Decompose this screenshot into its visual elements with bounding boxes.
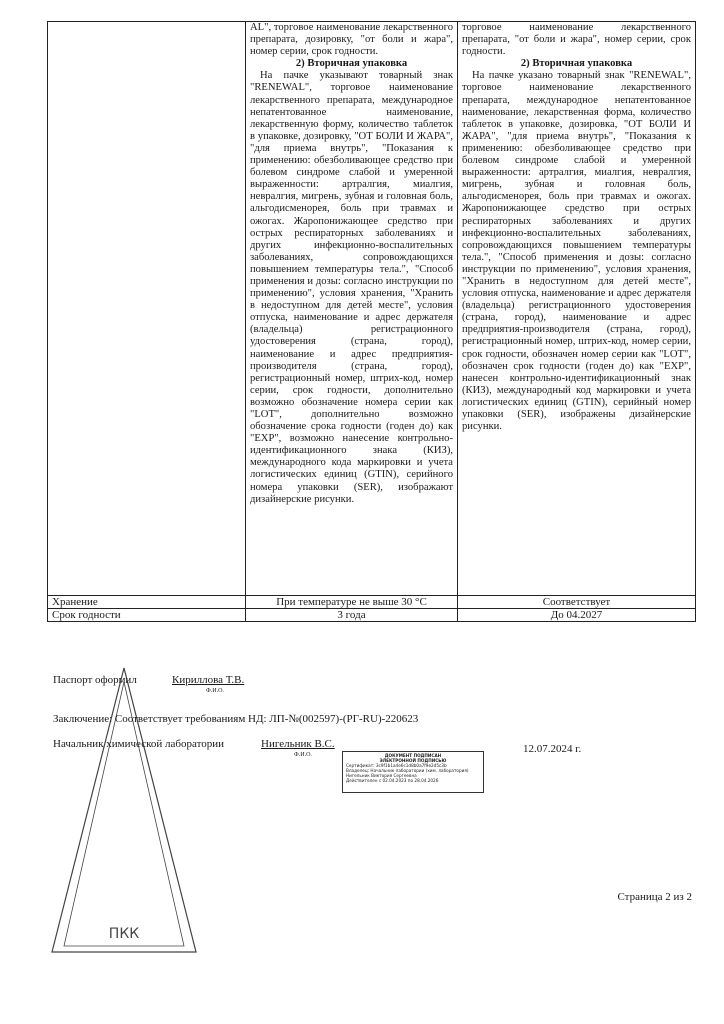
page-number: Страница 2 из 2 xyxy=(617,891,692,903)
stamp-line: Нигельник Виктория Сергеевна xyxy=(346,773,417,778)
stamp-line: Сертификат: 3c9f1b1a4e6c1d8b0a7f9e2d5c3b xyxy=(346,763,447,768)
stamp-line: Владелец: Начальник лаборатории (хим. лаборатория) xyxy=(346,768,469,773)
stamp-line: Действителен с 02.04.2023 по 28.04.2026 xyxy=(346,778,439,783)
paragraph: AL", торговое наименование лекарственного препарата, дозировку, "от боли и жара", номер серии, срок годности. xyxy=(250,22,453,58)
row-name: Хранение xyxy=(48,596,246,609)
triangle-text: ПКК xyxy=(108,926,140,942)
table-row xyxy=(48,22,696,596)
result-text xyxy=(462,22,691,433)
row-result: До 04.2027 xyxy=(458,609,696,622)
fio-caption: Ф.И.О. xyxy=(294,752,312,758)
table-cell-requirement xyxy=(246,22,458,596)
paragraph: На пачке указано товарный знак "RENEWAL", торговое наименование лекарственного препарата, международное непатентованное наименование, лекарственная форма, количество таблеток в упаковке, дозировка, "ОТ БОЛИ И ЖАРА", "для приема внутрь", "Показания к применению: обезболивающее средство при болевом синдроме слабой и умеренной выраженности: артралгия, миалгия, невралгия, мигрень, зубная и головная боль, альгодисменорея, боль при травмах и ожогах. Жаропонижающее средство при острых респираторных заболеваниях и других инфекционно-воспалительных заболеваниях, сопровождающихся повышением температуры тела.", "Способ применения и дозы: согласно инструкции по применению", условия хранения, "Хранить в недоступном для детей месте", условия отпуска, наименование и адрес держателя (владельца) регистрационного удостоверения (страна, город), наименование и адрес предприятия-производителя (страна, город), регистрационный номер, штрих-код, номер серии, срок годности, обозначен номер серии как "LOT", обозначен срок годности (годен до) как "EXP", нанесен контрольно-идентификационный знак (КИЗ), международный код маркировки и учета логистических единиц (GTIN), серийный номер упаковки (SER), изображены дизайнерские рисунки. xyxy=(462,70,691,433)
table-cell-result xyxy=(458,22,696,596)
table-row xyxy=(48,596,696,609)
head-name: Нигельник В.С. xyxy=(261,738,335,750)
stamp-title: ЭЛЕКТРОННОЙ ПОДПИСЬЮ xyxy=(379,758,447,763)
signature-date: 12.07.2024 г. xyxy=(523,743,582,755)
requirement-text xyxy=(250,22,453,506)
specification-table xyxy=(47,21,696,622)
row-requirement: 3 года xyxy=(246,609,458,622)
passport-label: Паспорт оформил xyxy=(53,674,137,686)
row-requirement: При температуре не выше 30 °С xyxy=(246,596,458,609)
conclusion: Заключение: Соответствует требованиям НД: ЛП-№(002597)-(РГ-RU)-220623 xyxy=(53,713,419,725)
head-label: Начальник химической лаборатории xyxy=(53,738,224,750)
stamp-title: ДОКУМЕНТ ПОДПИСАН xyxy=(384,753,442,758)
row-name: Срок годности xyxy=(48,609,246,622)
table-cell-parameter xyxy=(48,22,246,596)
paragraph: На пачке указывают товарный знак "RENEWAL", торговое наименование лекарственного препарата, международное непатентованное наименование, лекарственную форму, количество таблеток в упаковке, дозировку, "ОТ БОЛИ И ЖАРА", "для приема внутрь", "Показания к применению: обезболивающее средство при болевом синдроме слабой и умеренной выраженности: артралгия, миалгия, невралгия, мигрень, зубная и головная боль, альгодисменорея, боль при травмах и ожогах. Жаропонижающее средство при острых респираторных заболеваниях и других инфекционно-воспалительных заболеваниях, сопровождающихся повышением температуры тела.", "Способ применения и дозы: согласно инструкции по применению", условия хранения, "Хранить в недоступном для детей месте", условия отпуска, наименование и адрес держателя (владельца) регистрационного удостоверения (страна, город), наименование и адрес предприятия-производителя (страна, город), регистрационный номер, штрих-код, номер серии, срок годности, дополнительно возможно обозначение номера серии как "LOT", дополнительно возможно обозначение срока годности (годен до) как "EXP", возможно нанесение контрольно-идентификационного знака (КИЗ), международного кода маркировки и учета логистических единиц (GTIN), серийного номера упаковки (SER), изображают дизайнерские рисунки. xyxy=(250,70,453,505)
row-result: Соответствует xyxy=(458,596,696,609)
lab-stamp-triangle xyxy=(44,660,204,960)
electronic-signature-stamp xyxy=(342,751,484,793)
subheading: 2) Вторичная упаковка xyxy=(520,58,633,70)
paragraph: торговое наименование лекарственного препарата, "от боли и жара", номер серии, срок годности. xyxy=(462,22,691,58)
passport-name: Кириллова Т.В. xyxy=(172,674,245,686)
fio-caption: Ф.И.О. xyxy=(206,688,224,694)
subheading: 2) Вторичная упаковка xyxy=(295,58,408,70)
table-row xyxy=(48,609,696,622)
